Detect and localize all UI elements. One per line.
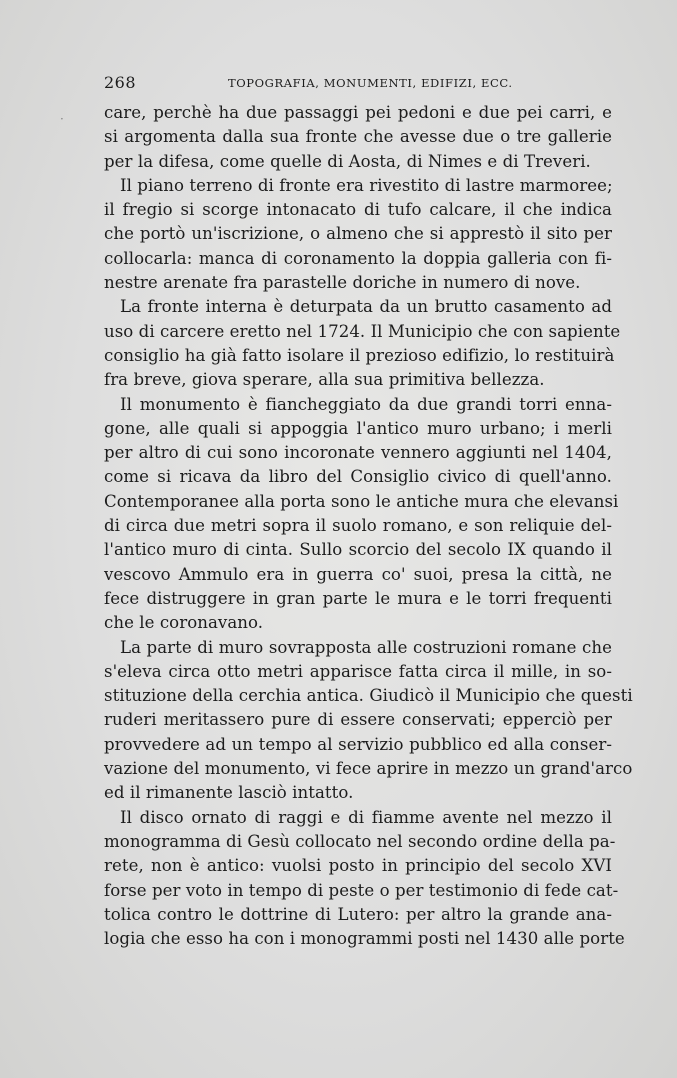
- text-line: vazione del monumento, vi fece aprire in mezzo un grand'arco: [104, 759, 633, 779]
- text-line: ed il rimanente lasciò intatto.: [104, 783, 354, 803]
- text-line: l'antico muro di cinta. Sullo scorcio del secolo IX quando il: [104, 540, 612, 560]
- text-line: vescovo Ammulo era in guerra co' suoi, presa la città, ne: [104, 564, 612, 584]
- running-head: [104, 73, 612, 97]
- running-title: TOPOGRAFIA, MONUMENTI, EDIFIZI, ECC.: [228, 76, 513, 90]
- text-line: fra breve, giova sperare, alla sua primitiva bellezza.: [104, 370, 545, 390]
- text-line: logia che esso ha con i monogrammi posti nel 1430 alle porte: [104, 929, 625, 949]
- text-line: provvedere ad un tempo al servizio pubblico ed alla conser-: [104, 734, 612, 754]
- text-line: come si ricava da libro del Consiglio civico di quell'anno.: [104, 467, 612, 487]
- text-line: nestre arenate fra parastelle doriche in numero di nove.: [104, 273, 581, 293]
- text-line: monogramma di Gesù collocato nel secondo ordine della pa-: [104, 831, 616, 851]
- text-line: fece distruggere in gran parte le mura e le torri frequenti: [104, 588, 612, 608]
- text-line: care, perchè ha due passaggi pei pedoni e due pei carri, e: [104, 103, 612, 122]
- text-line: che portò un'iscrizione, o almeno che si apprestò il sito per: [104, 224, 612, 244]
- text-line: di circa due metri sopra il suolo romano, e son reliquie del-: [104, 516, 612, 536]
- text-line: il fregio si scorge intonacato di tufo calcare, il che indica: [104, 200, 612, 220]
- text-line: s'eleva circa otto metri apparisce fatta circa il mille, in so-: [104, 661, 612, 681]
- page-number: 268: [104, 73, 137, 92]
- text-line: consiglio ha già fatto isolare il prezioso edifizio, lo restituirà: [104, 345, 615, 365]
- text-line: Il monumento è fiancheggiato da due grandi torri enna-: [120, 394, 612, 414]
- text-line: che le coronavano.: [104, 613, 264, 633]
- text-line: Il piano terreno di fronte era rivestito di lastre marmoree;: [120, 175, 613, 195]
- text-line: stituzione della cerchia antica. Giudicò il Municipio che questi: [104, 686, 633, 706]
- text-line: Il disco ornato di raggi e di fiamme avente nel mezzo il: [120, 807, 612, 827]
- text-line: si argomenta dalla sua fronte che avesse due o tre gallerie: [104, 127, 612, 147]
- text-line: collocarla: manca di coronamento la doppia galleria con fi-: [104, 248, 612, 268]
- text-line: La fronte interna è deturpata da un brutto casamento ad: [120, 297, 612, 317]
- text-line: rete, non è antico: vuolsi posto in principio del secolo XVI: [104, 856, 612, 876]
- text-line: La parte di muro sovrapposta alle costruzioni romane che: [120, 637, 612, 657]
- text-line: per altro di cui sono incoronate vennero aggiunti nel 1404,: [104, 443, 612, 463]
- text-line: Contemporanee alla porta sono le antiche mura che elevansi: [104, 491, 619, 511]
- text-line: gone, alle quali si appoggia l'antico muro urbano; i merli: [104, 418, 612, 438]
- text-line: tolica contro le dottrine di Lutero: per altro la grande ana-: [104, 904, 612, 924]
- text-line: per la difesa, come quelle di Aosta, di Nimes e di Treveri.: [104, 151, 591, 171]
- body-text: [104, 101, 633, 951]
- margin-dot: ·: [60, 112, 64, 126]
- text-line: forse per voto in tempo di peste o per testimonio di fede cat-: [104, 880, 619, 900]
- text-line: ruderi meritassero pure di essere conservati; epperciò per: [104, 710, 612, 730]
- text-line: uso di carcere eretto nel 1724. Il Municipio che con sapiente: [104, 321, 621, 341]
